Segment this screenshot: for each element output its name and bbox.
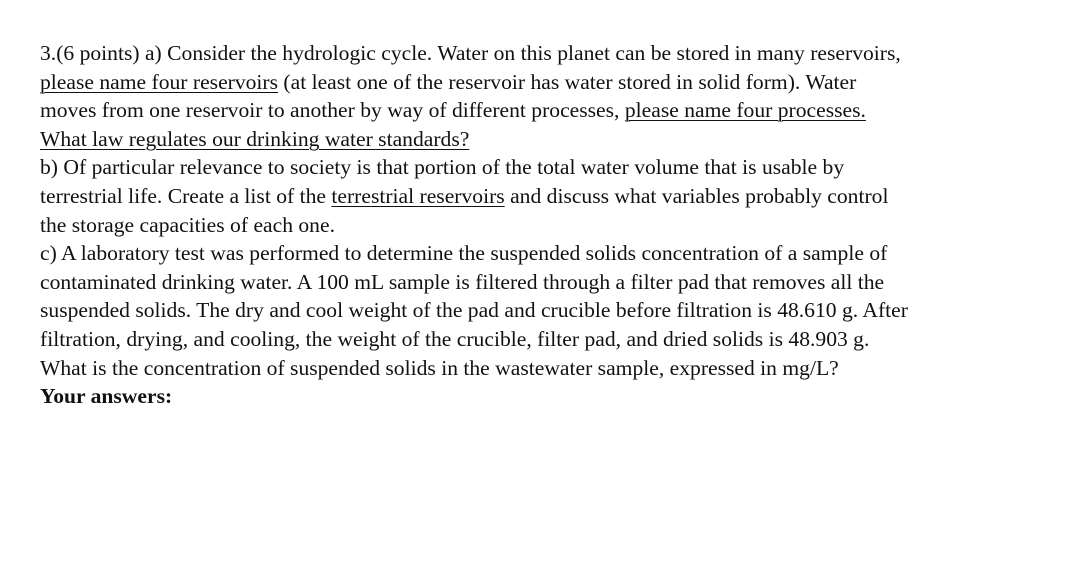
underlined-law-question: What law regulates our drinking water standards? xyxy=(40,126,470,151)
underlined-reservoirs: please name four reservoirs xyxy=(40,69,279,94)
question-b-line-3: the storage capacities of each one. xyxy=(40,212,335,237)
question-c-line-1: c) A laboratory test was performed to determine the suspended solids concentration of a sample of xyxy=(40,241,888,266)
question-b-line-2 xyxy=(40,182,1070,211)
underlined-processes: please name four processes. xyxy=(624,98,866,123)
question-b-line-1: b) Of particular relevance to society is that portion of the total water volume that is usable by xyxy=(40,155,845,180)
question-a-line-3 xyxy=(40,96,1070,125)
question-a-line-1: 3.(6 points) a) Consider the hydrologic cycle. Water on this planet can be stored in many reservoirs, xyxy=(40,41,901,65)
question-a-line-2 xyxy=(40,68,1070,97)
question-b-line-2-pre: terrestrial life. Create a list of the xyxy=(40,183,332,208)
question-a-line-3-pre: moves from one reservoir to another by way of different processes, xyxy=(40,98,625,123)
question-b-line-2-rest: and discuss what variables probably control xyxy=(504,183,889,208)
question-document xyxy=(40,39,1070,411)
question-c-line-4: filtration, drying, and cooling, the weight of the crucible, filter pad, and dried solids is 48.903 g. xyxy=(40,326,870,351)
question-a-line-2-rest: (at least one of the reservoir has water stored in solid form). Water xyxy=(278,69,857,94)
question-a-line-4 xyxy=(40,125,1070,154)
underlined-terrestrial-reservoirs: terrestrial reservoirs xyxy=(331,183,505,208)
answers-label: Your answers: xyxy=(40,384,173,409)
question-c-line-3: suspended solids. The dry and cool weight of the pad and crucible before filtration is 48.610 g. After xyxy=(40,298,908,323)
question-c-line-5: What is the concentration of suspended solids in the wastewater sample, expressed in mg/L? xyxy=(40,355,839,380)
question-c-line-2: contaminated drinking water. A 100 mL sample is filtered through a filter pad that removes all the xyxy=(40,269,885,294)
